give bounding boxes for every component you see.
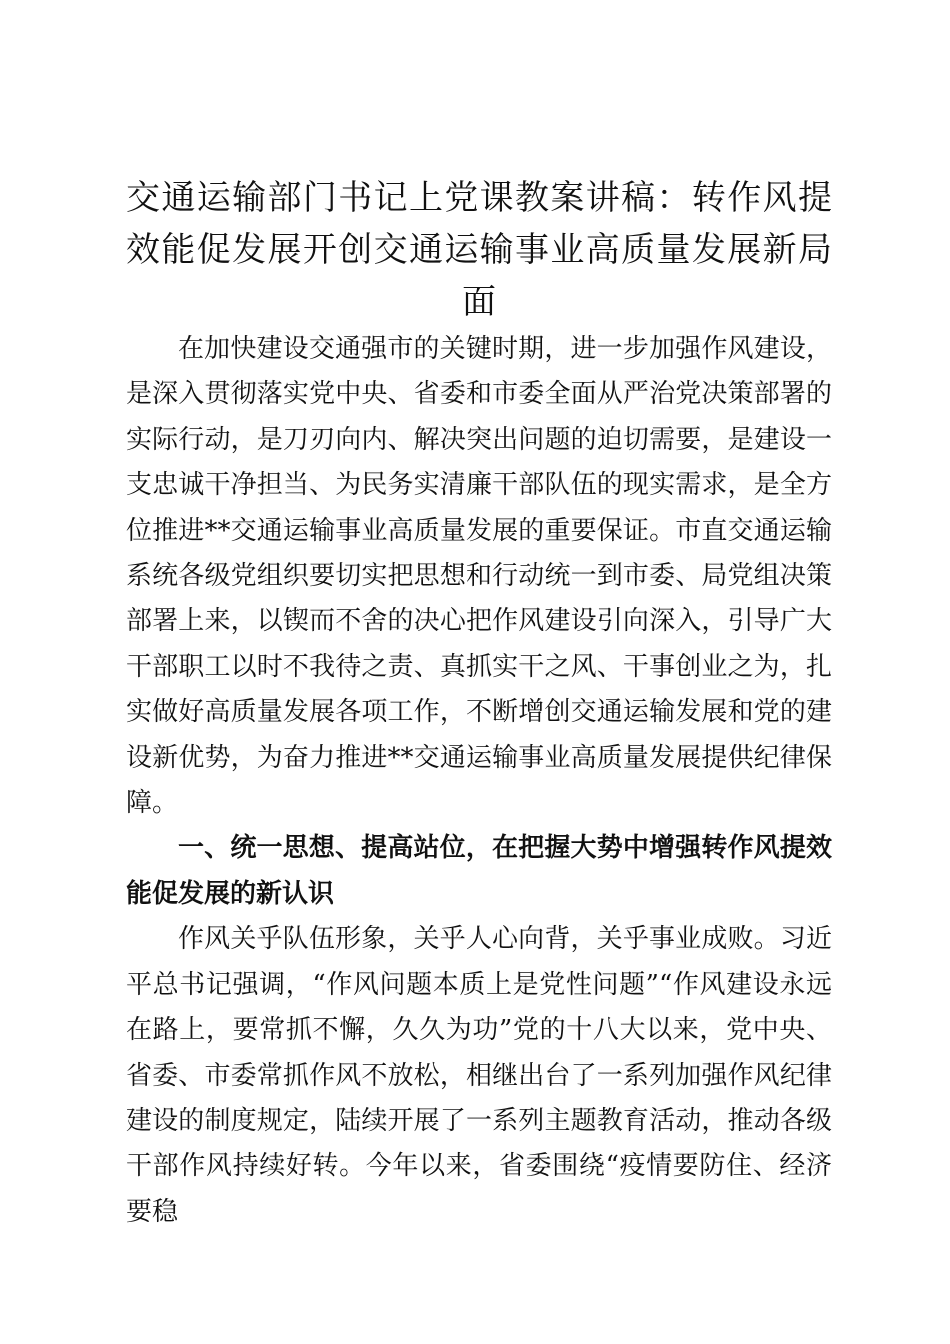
document-title: 交通运输部门书记上党课教案讲稿：转作风提效能促发展开创交通运输事业高质量发展新局面 <box>126 178 832 322</box>
intro-paragraph: 在加快建设交通强市的关键时期，进一步加强作风建设，是深入贯彻落实党中央、省委和市委全面从严治党决策部署的实际行动，是刀刃向内、解决突出问题的迫切需要，是建设一支忠诚干净担当、为民务实清廉干部队伍的现实需求，是全方位推进**交通运输事业高质量发展的重要保证。市直交通运输系统各级党组织要切实把思想和行动统一到市委、局党组决策部署上来，以锲而不舍的决心把作风建设引向深入，引导广大干部职工以时不我待之责、真抓实干之风、干事创业之为，扎实做好高质量发展各项工作，不断增创交通运输发展和党的建设新优势，为奋力推进**交通运输事业高质量发展提供纪律保障。 <box>126 334 832 819</box>
document-body <box>126 327 832 1235</box>
section-1-paragraph: 作风关乎队伍形象，关乎人心向背，关乎事业成败。习近平总书记强调，“作风问题本质上是党性问题”“作风建设永远在路上，要常抓不懈，久久为功”党的十八大以来，党中央、省委、市委常抓作风不放松，相继出台了一系列加强作风纪律建设的制度规定，陆续开展了一系列主题教育活动，推动各级干部作风持续好转。今年以来，省委围绕“疫情要防住、经济要稳 <box>126 924 832 1227</box>
section-heading-1: 一、统一思想、提高站位，在把握大势中增强转作风提效能促发展的新认识 <box>126 833 832 909</box>
